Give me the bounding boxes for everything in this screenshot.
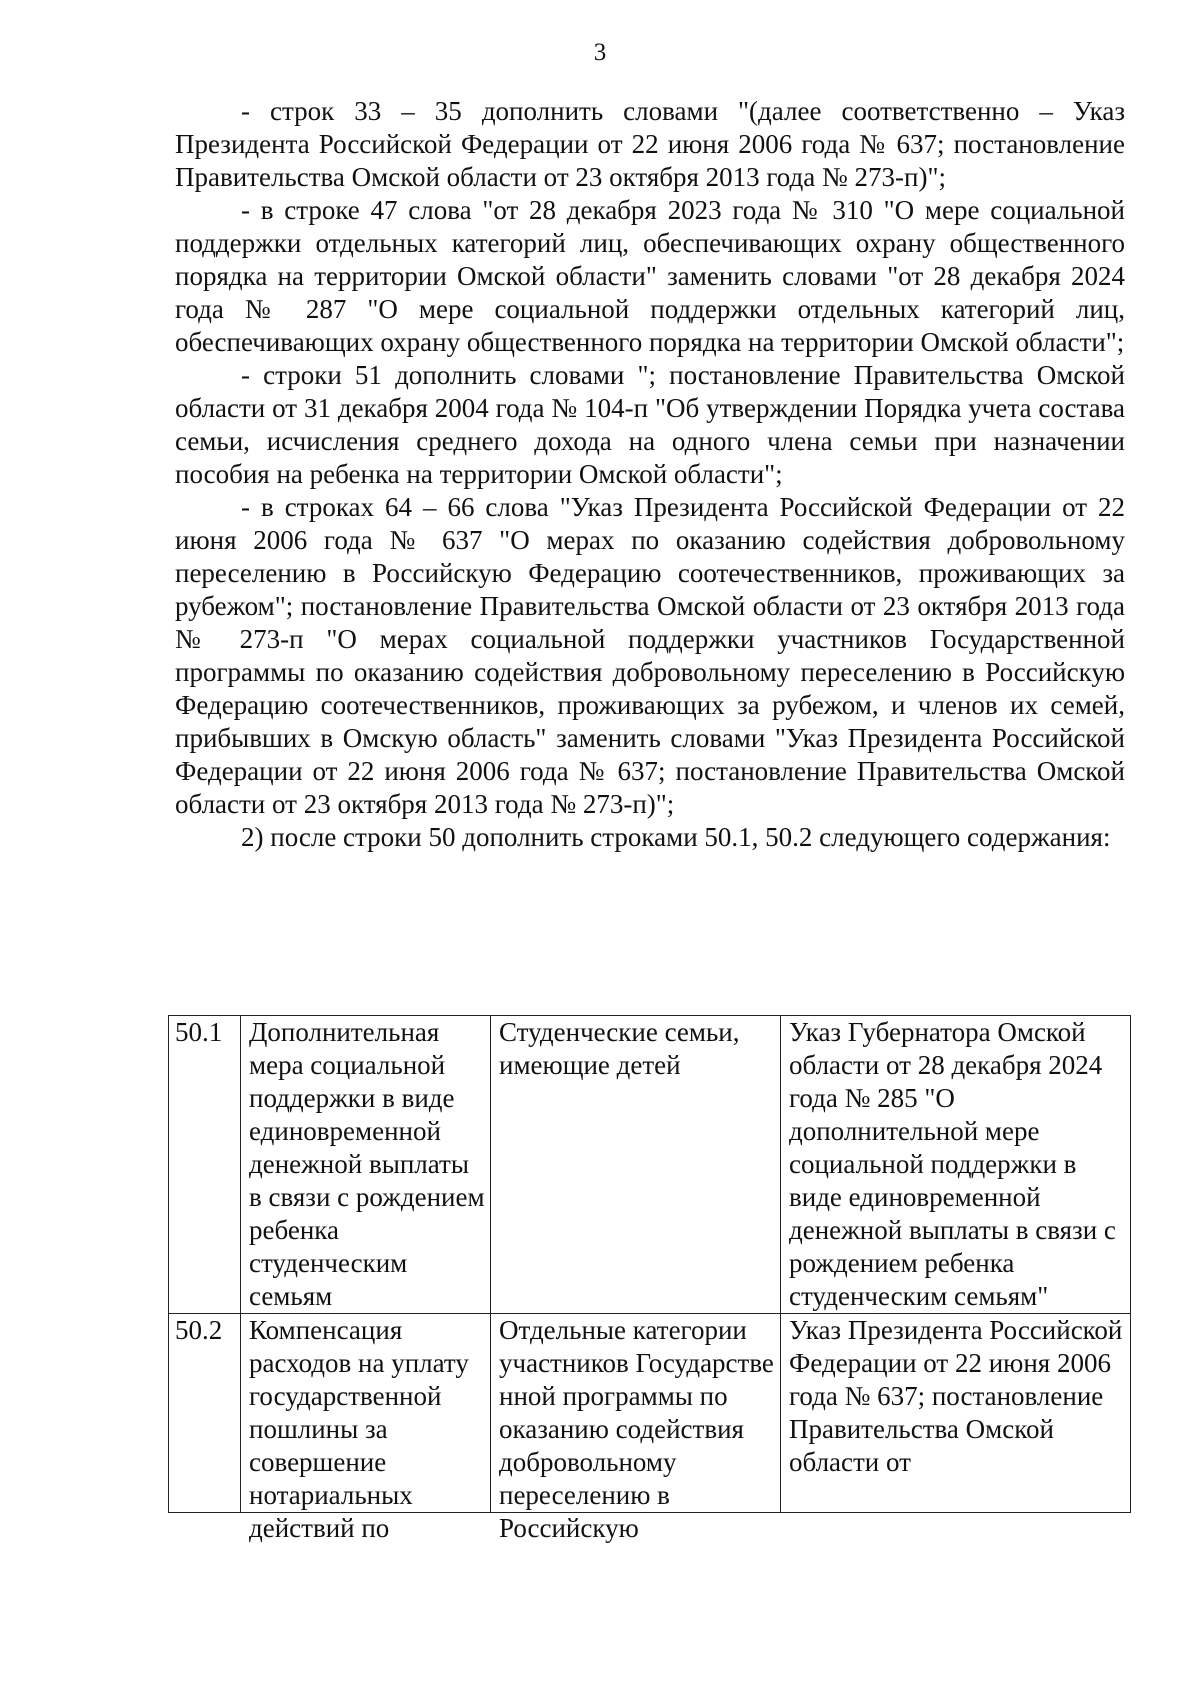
measure-cell: Дополнительная мера социальной поддержки в виде единовременной денежной выплаты в связи с рождением ребенка студенческим семьям <box>241 1016 491 1314</box>
paragraph-after-row-50: 2) после строки 50 дополнить строками 50.1, 50.2 следующего содержания: <box>241 822 1111 852</box>
legal-basis-cell: Указ Губернатора Омской области от 28 декабря 2024 года № 285 "О дополнительной мере социальной поддержки в виде единовременной денежной выплаты в связи с рождением ребенка студенческим семьям" <box>781 1016 1131 1314</box>
row-number: 50.2 <box>169 1314 241 1513</box>
recipients-cell: Студенческие семьи, имеющие детей <box>491 1016 781 1314</box>
amendment-table <box>168 1015 1131 1543</box>
recipients-cell: Отдельные категории участников Государстве нной программы по оказанию содействия добровольному переселению в Российскую <box>491 1314 781 1513</box>
paragraph-rows-33-35: - строк 33 – 35 дополнить словами "(далее соответственно – Указ Президента Российской Федерации от 22 июня 2006 года № 637; постановление Правительства Омской области от 23 октября 2013 года № 273-п)"; <box>175 96 1125 192</box>
legal-basis-cell: Указ Президента Российской Федерации от 22 июня 2006 года № 637; постановление Правительства Омской области от <box>781 1314 1131 1513</box>
page-number: 3 <box>593 39 607 66</box>
table-row <box>169 1314 1131 1513</box>
document-body <box>175 95 1125 854</box>
row-number: 50.1 <box>169 1016 241 1314</box>
paragraph-row-47: - в строке 47 слова "от 28 декабря 2023 года № 310 "О мере социальной поддержки отдельных категорий лиц, обеспечивающих охрану общественного порядка на территории Омской области" заменить словами "от 28 декабря 2024 года № 287 "О мере социальной поддержки отдельных категорий лиц, обеспечивающих охрану общественного порядка на территории Омской области"; <box>175 195 1125 357</box>
table-row <box>169 1016 1131 1314</box>
paragraph-row-51: - строки 51 дополнить словами "; постановление Правительства Омской области от 31 декабря 2004 года № 104-п "Об утверждении Порядка учета состава семьи, исчисления среднего дохода на одного члена семьи при назначении пособия на ребенка на территории Омской области"; <box>175 360 1125 489</box>
measure-cell: Компенсация расходов на уплату государственной пошлины за совершение нотариальных действий по <box>241 1314 491 1513</box>
paragraph-rows-64-66: - в строках 64 – 66 слова "Указ Президента Российской Федерации от 22 июня 2006 года № 637 "О мерах по оказанию содействия добровольному переселению в Российскую Федерацию соотечественников, проживающих за рубежом"; постановление Правительства Омской области от 23 октября 2013 года № 273-п "О мерах социальной поддержки участников Государственной программы по оказанию содействия добровольному переселению в Российскую Федерацию соотечественников, проживающих за рубежом, и членов их семей, прибывших в Омскую область" заменить словами "Указ Президента Российской Федерации от 22 июня 2006 года № 637; постановление Правительства Омской области от 23 октября 2013 года № 273-п)"; <box>175 492 1125 819</box>
